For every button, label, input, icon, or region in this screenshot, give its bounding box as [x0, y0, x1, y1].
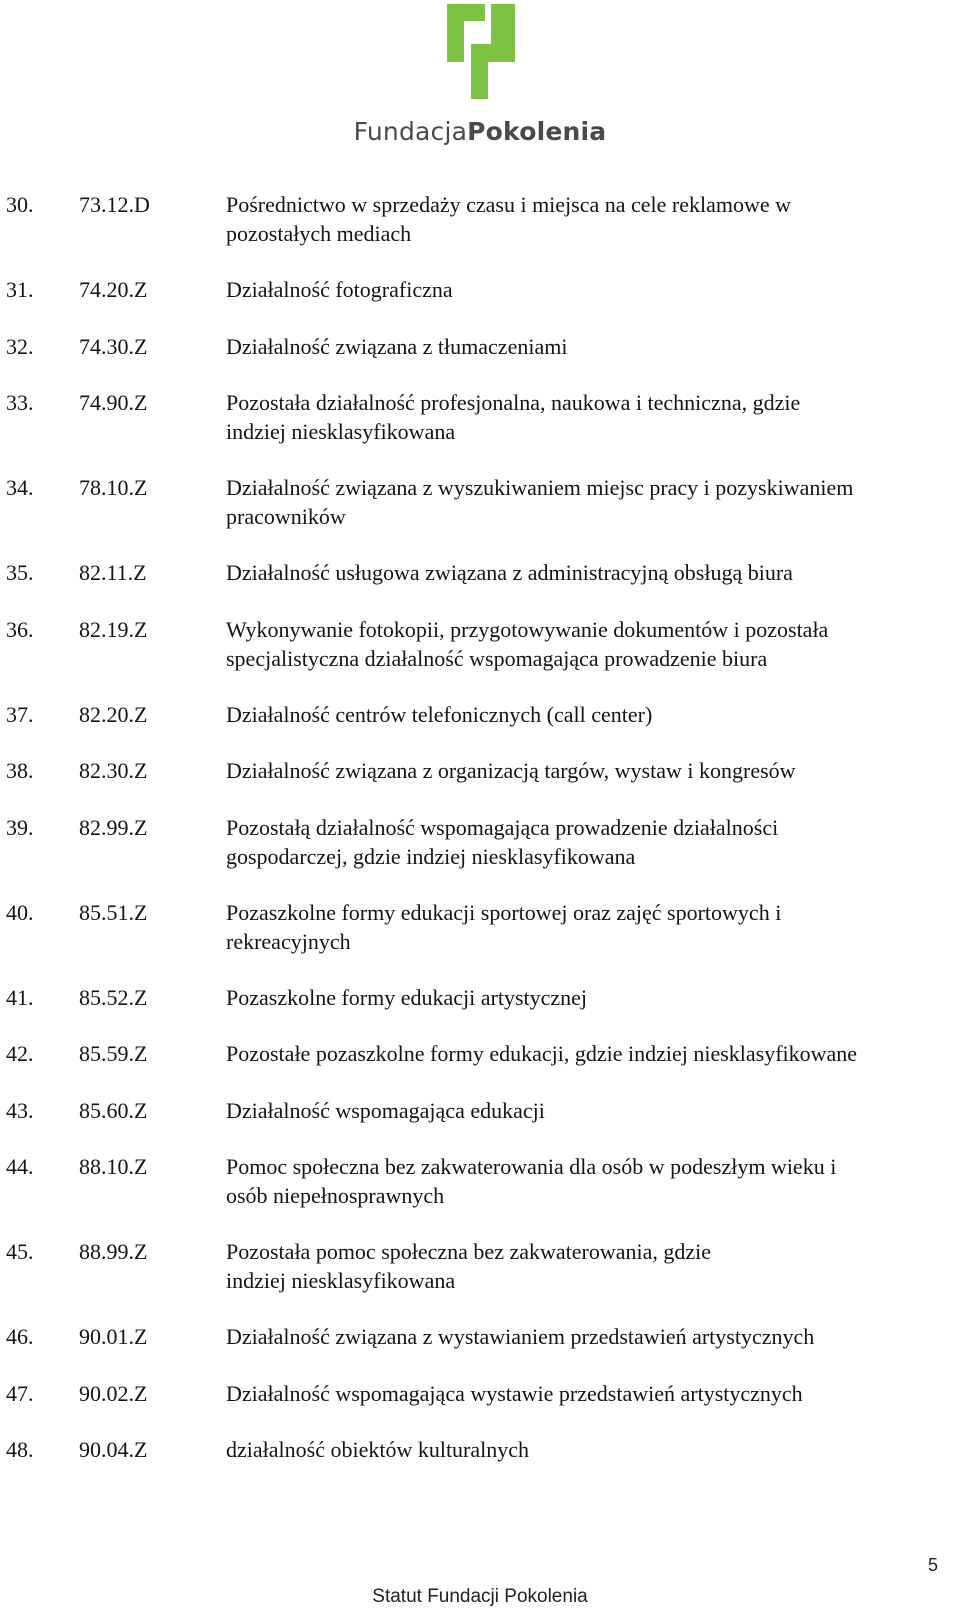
activity-description — [226, 1379, 954, 1408]
activity-description — [226, 1096, 954, 1125]
pkd-code: 74.20.Z — [79, 277, 148, 302]
logo-text-regular: Fundacja — [353, 117, 468, 146]
activity-description — [226, 1435, 954, 1464]
description-line: Działalność związana z wyszukiwaniem miejsc pracy i pozyskiwaniem — [226, 475, 854, 500]
description-line: Pozaszkolne formy edukacji sportowej oraz zajęć sportowych i — [226, 899, 782, 925]
description-line: pozostałych mediach — [226, 221, 412, 246]
item-number: 41. — [6, 984, 34, 1010]
item-number: 30. — [6, 192, 34, 217]
description-line: Pośrednictwo w sprzedaży czasu i miejsca na cele reklamowe w — [226, 192, 792, 217]
activity-description — [226, 1237, 954, 1295]
pkd-code: 88.99.Z — [79, 1239, 148, 1264]
activity-description — [226, 473, 954, 531]
pkd-code: 90.02.Z — [79, 1380, 148, 1406]
description-line: Działalność związana z tłumaczeniami — [226, 333, 568, 359]
item-number: 47. — [6, 1380, 34, 1406]
activity-description — [226, 756, 954, 785]
activity-description — [226, 332, 954, 361]
activity-description — [226, 615, 954, 673]
pkd-code: 82.20.Z — [79, 701, 148, 727]
description-line: Działalność związana z organizacją targów, wystaw i kongresów — [226, 758, 796, 783]
activity-description — [226, 190, 954, 248]
description-line: Pozostała działalność profesjonalna, naukowa i techniczna, gdzie — [226, 390, 801, 415]
description-line: pracowników — [226, 504, 346, 529]
description-line: Pozostałe pozaszkolne formy edukacji, gdzie indziej niesklasyfikowane — [226, 1041, 858, 1066]
item-number: 42. — [6, 1041, 34, 1066]
pkd-code: 85.51.Z — [79, 899, 148, 925]
pkd-code: 90.04.Z — [79, 1437, 148, 1462]
activity-description — [226, 1039, 954, 1068]
description-line: specjalistyczna działalność wspomagająca prowadzenie biura — [226, 645, 768, 671]
activity-description — [226, 1152, 954, 1210]
pkd-code: 74.90.Z — [79, 390, 148, 415]
item-number: 48. — [6, 1437, 34, 1462]
activity-description — [226, 558, 954, 587]
description-line: Działalność związana z wystawianiem przedstawień artystycznych — [226, 1324, 815, 1349]
item-number: 46. — [6, 1324, 34, 1349]
description-line: Pomoc społeczna bez zakwaterowania dla osób w podeszłym wieku i — [226, 1154, 837, 1179]
item-number: 31. — [6, 277, 34, 302]
page-number: 5 — [927, 1555, 938, 1575]
pkd-code: 88.10.Z — [79, 1154, 148, 1179]
description-line: indziej niesklasyfikowana — [226, 1268, 456, 1293]
description-line: gospodarczej, gdzie indziej niesklasyfikowana — [226, 843, 636, 869]
description-line: indziej niesklasyfikowana — [226, 419, 456, 444]
item-number: 34. — [6, 475, 34, 500]
logo-text-bold: Pokolenia — [467, 117, 607, 146]
activity-description — [226, 898, 954, 956]
pkd-code: 78.10.Z — [79, 475, 148, 500]
item-number: 43. — [6, 1097, 34, 1123]
item-number: 36. — [6, 616, 34, 642]
item-number: 33. — [6, 390, 34, 415]
item-number: 38. — [6, 758, 34, 783]
pkd-code: 90.01.Z — [79, 1324, 148, 1349]
description-line: rekreacyjnych — [226, 928, 351, 954]
item-number: 37. — [6, 701, 34, 727]
pkd-code: 82.11.Z — [79, 560, 147, 585]
item-number: 44. — [6, 1154, 34, 1179]
pkd-code: 82.30.Z — [79, 758, 148, 783]
pkd-code: 73.12.D — [79, 192, 150, 217]
description-line: Działalność centrów telefonicznych (call center) — [226, 701, 653, 727]
page-footer: Statut Fundacji Pokolenia — [372, 1586, 588, 1607]
activity-description — [226, 275, 954, 304]
item-number: 45. — [6, 1239, 34, 1264]
description-line: Działalność wspomagająca wystawie przedstawień artystycznych — [226, 1380, 803, 1406]
pkd-code: 82.19.Z — [79, 616, 148, 642]
activity-description — [226, 388, 954, 446]
item-number: 35. — [6, 560, 34, 585]
description-line: Pozostałą działalność wspomagająca prowadzenie działalności — [226, 814, 779, 840]
activity-description — [226, 1322, 954, 1351]
item-number: 39. — [6, 814, 34, 840]
description-line: działalność obiektów kulturalnych — [226, 1437, 530, 1462]
activity-description — [226, 700, 954, 729]
description-line: osób niepełnosprawnych — [226, 1183, 445, 1208]
description-line: Pozostała pomoc społeczna bez zakwaterowania, gdzie — [226, 1239, 712, 1264]
pkd-code: 85.59.Z — [79, 1041, 148, 1066]
item-number: 32. — [6, 333, 34, 359]
pkd-code: 85.52.Z — [79, 984, 148, 1010]
description-line: Wykonywanie fotokopii, przygotowywanie dokumentów i pozostała — [226, 616, 829, 642]
pkd-code: 74.30.Z — [79, 333, 148, 359]
activity-description — [226, 983, 954, 1012]
pkd-code: 82.99.Z — [79, 814, 148, 840]
pkd-code: 85.60.Z — [79, 1097, 148, 1123]
description-line: Pozaszkolne formy edukacji artystycznej — [226, 984, 588, 1010]
foundation-logo-text — [0, 117, 960, 147]
item-number: 40. — [6, 899, 34, 925]
activity-description — [226, 813, 954, 871]
description-line: Działalność fotograficzna — [226, 277, 453, 302]
document-header — [0, 0, 960, 160]
foundation-logo-icon — [447, 4, 515, 99]
description-line: Działalność usługowa związana z administracyjną obsługą biura — [226, 560, 793, 585]
description-line: Działalność wspomagająca edukacji — [226, 1097, 545, 1123]
